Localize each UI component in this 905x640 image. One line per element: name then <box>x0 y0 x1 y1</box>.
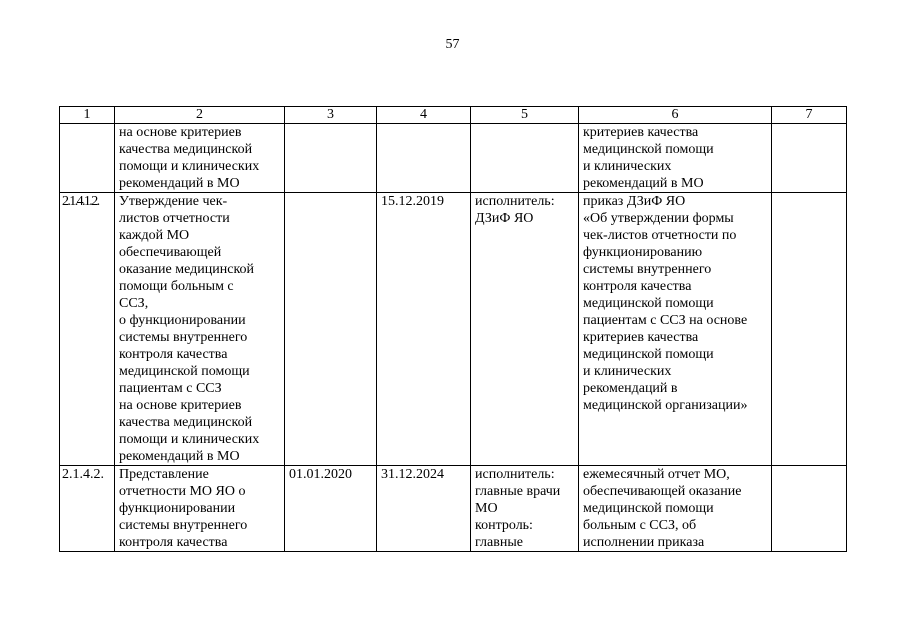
table-row <box>60 124 847 193</box>
description-cell: на основе критериев качества медицинской помощи и клинических рекомендаций в МО <box>115 124 285 193</box>
column-header: 6 <box>579 107 772 124</box>
plan-table <box>59 106 847 552</box>
column-header: 5 <box>471 107 579 124</box>
page-number: 57 <box>445 37 460 52</box>
column-7-cell <box>772 124 847 193</box>
start-date-cell <box>285 124 377 193</box>
table-row <box>60 193 847 466</box>
column-header: 1 <box>60 107 115 124</box>
column-7-cell <box>772 193 847 466</box>
end-date-cell: 31.12.2024 <box>377 466 471 552</box>
result-cell: критериев качества медицинской помощи и клинических рекомендаций в МО <box>579 124 772 193</box>
column-header: 2 <box>115 107 285 124</box>
description-cell: Утверждение чек- листов отчетности каждой МО обеспечивающей оказание медицинской помощи больным с ССЗ, о функционировании системы внутреннего контроля качества медицинской помощи пациентам с ССЗ на основе критериев качества медицинской помощи и клинических рекомендаций в МО <box>115 193 285 466</box>
item-number-cell: 2.1.4.1.2. <box>60 193 115 466</box>
executor-cell <box>471 124 579 193</box>
end-date-cell <box>377 124 471 193</box>
column-header: 4 <box>377 107 471 124</box>
result-cell: ежемесячный отчет МО, обеспечивающей оказание медицинской помощи больным с ССЗ, об исполнении приказа <box>579 466 772 552</box>
end-date-cell: 15.12.2019 <box>377 193 471 466</box>
table-row <box>60 466 847 552</box>
item-number-cell <box>60 124 115 193</box>
executor-cell: исполнитель: главные врачи МО контроль: главные <box>471 466 579 552</box>
start-date-cell <box>285 193 377 466</box>
column-header: 7 <box>772 107 847 124</box>
table-header-row <box>60 107 847 124</box>
description-cell: Представление отчетности МО ЯО о функционировании системы внутреннего контроля качества <box>115 466 285 552</box>
column-7-cell <box>772 466 847 552</box>
executor-cell: исполнитель: ДЗиФ ЯО <box>471 193 579 466</box>
start-date-cell: 01.01.2020 <box>285 466 377 552</box>
column-header: 3 <box>285 107 377 124</box>
result-cell: приказ ДЗиФ ЯО «Об утверждении формы чек-листов отчетности по функционированию системы внутреннего контроля качества медицинской помощи пациентам с ССЗ на основе критериев качества медицинской помощи и клинических рекомендаций в медицинской организации» <box>579 193 772 466</box>
item-number-cell: 2.1.4.2. <box>60 466 115 552</box>
